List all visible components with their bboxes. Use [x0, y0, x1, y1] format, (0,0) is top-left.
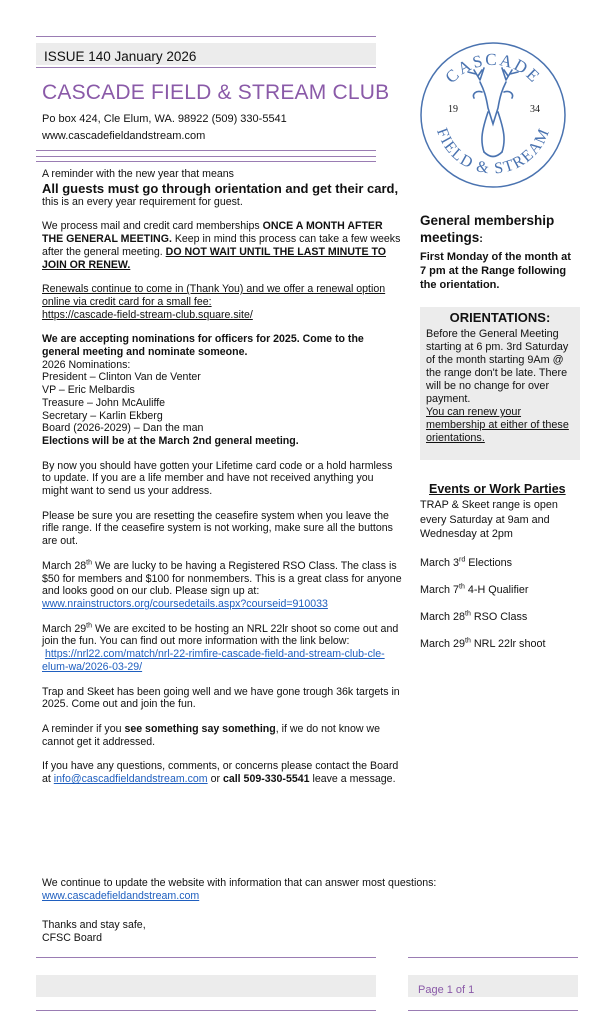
reminder-intro: A reminder with the new year that means — [42, 168, 234, 180]
club-website: www.cascadefieldandstream.com — [42, 130, 206, 142]
signature: CFSC Board — [42, 932, 103, 944]
orientations-renew: You can renew your membership at either of these orientations. — [426, 406, 569, 444]
website-note: We continue to update the website with information that can answer most questions: www.cascadefieldandstream.com — [42, 877, 437, 902]
orientations-panel — [420, 307, 580, 460]
lifetime-paragraph: By now you should have gotten your Lifetime card code or a hold harmless to update. If you are a life member and have not received anything you might want to send us your address. — [42, 459, 393, 498]
footer-rule-right-bottom — [408, 1010, 578, 1011]
guests-note: this is an every year requirement for guest. — [42, 195, 243, 208]
header-rule-1 — [36, 150, 376, 151]
renewals-paragraph: Renewals continue to come in (Thank You) and we offer a renewal option online via credit card for a small fee: https://cascade-field-stream-club.square.site/ — [42, 283, 386, 321]
website-link[interactable]: www.cascadefieldandstream.com — [42, 890, 200, 902]
issue-label: ISSUE 140 January 2026 — [44, 49, 197, 64]
event-item: March 7th 4-H Qualifier — [420, 582, 529, 596]
header-rule-3 — [36, 161, 376, 162]
event-item: March 3rd Elections — [420, 555, 513, 569]
footer-rule-left-bottom — [36, 1010, 376, 1011]
orientations-title: ORIENTATIONS: — [449, 310, 551, 325]
meetings-title: General membership meetings: — [420, 213, 555, 245]
nrl-link[interactable]: https://nrl22.com/match/nrl-22-rimfire-cascade-field-and-stream-club-cle-elum-wa/2026-03-29/ — [42, 648, 385, 673]
events-title: Events or Work Parties — [429, 482, 566, 496]
meetings-section — [420, 212, 580, 292]
nominee: VP – Eric Melbardis — [42, 384, 135, 397]
footer-band-left — [36, 975, 376, 997]
events-intro: TRAP & Skeet range is open every Saturday at 9am and Wednesday at 2pm — [420, 499, 558, 540]
rso-paragraph: March 28th We are lucky to be having a Registered RSO Class. The class is $50 for members and $100 for nonmembers. This is a great class for anyone and looks good on our club. Please sign up at: www.nrainstructors.org/coursedetails.aspx?courseid=910033 — [42, 559, 402, 610]
process-paragraph: We process mail and credit card memberships ONCE A MONTH AFTER THE GENERAL MEETING. Keep in mind this process can take a few weeks after the general meeting. DO NOT WAIT UNTIL THE LAST MINUTE TO JOIN OR RENEW. — [42, 220, 401, 271]
event-item: March 28th RSO Class — [420, 609, 528, 623]
page-number: Page 1 of 1 — [418, 984, 475, 996]
nominee: Treasure – John McAuliffe — [42, 396, 166, 409]
club-logo — [418, 40, 568, 190]
logo-top-text: CASCADE — [441, 49, 545, 87]
events-section — [420, 482, 580, 650]
event-item: March 29th NRL 22lr shoot — [420, 636, 546, 650]
trap-paragraph: Trap and Skeet has been going well and we have gone trough 36k targets in 2025. Come out and join the fun. — [42, 685, 400, 711]
header-rule-2 — [36, 156, 376, 157]
ceasefire-paragraph: Please be sure you are resetting the ceasefire system when you leave the rifle range. If the ceasefire system is not working, make sure all the buttons are out. — [42, 509, 393, 548]
events-list — [420, 557, 580, 650]
nrl-paragraph: March 29th We are excited to be hosting an NRL 22lr shoot so come out and join the fun. You can find out more information with the link below: https://nrl22.com/match/nrl-22-rimfire-cascade-field-and-stream-club-cle-elum-wa/2026-03-29/ — [42, 622, 399, 673]
club-address: Po box 424, Cle Elum, WA. 98922 (509) 330-5541 — [42, 113, 287, 125]
guests-requirement: All guests must go through orientation and get their card, — [42, 180, 399, 196]
nominee: President – Clinton Van de Venter — [42, 371, 201, 384]
header-rule-top — [36, 36, 376, 37]
rso-link[interactable]: www.nrainstructors.org/coursedetails.aspx?courseid=910033 — [42, 597, 328, 610]
nominee: Secretary – Karlin Ekberg — [42, 409, 163, 422]
nominee: Board (2026-2029) – Dan the man — [42, 422, 204, 435]
header-rule-under-issue — [36, 67, 376, 68]
newsletter-body — [42, 168, 402, 798]
footer-rule-right-top — [408, 957, 578, 958]
club-name: CASCADE FIELD & STREAM CLUB — [42, 81, 390, 104]
deer-head-icon — [468, 68, 518, 157]
renewal-link[interactable]: https://cascade-field-stream-club.square.site/ — [42, 308, 253, 321]
orientations-text: Before the General Meeting starting at 6 pm. 3rd Saturday of the month starting 9Am @ the range don't be late. There will be no change for over payment. You can renew your membership at either of these orientations. — [426, 328, 569, 444]
address-block — [42, 111, 287, 145]
footer-rule-left-top — [36, 957, 376, 958]
logo-year-left: 19 — [448, 104, 458, 115]
contact-paragraph: If you have any questions, comments, or concerns please contact the Board at info@cascadfieldandstream.com or call 509-330-5541 leave a message. — [42, 760, 399, 786]
contact-email-link[interactable]: info@cascadfieldandstream.com — [53, 773, 208, 786]
meetings-text: First Monday of the month at 7 pm at the Range following the orientation. — [420, 251, 571, 291]
see-something-paragraph: A reminder if you see something say something, if we do not know we cannot get it addressed. — [42, 722, 380, 748]
logo-year-right: 34 — [530, 104, 540, 115]
closing: Thanks and stay safe, CFSC Board — [42, 919, 146, 944]
nominations-paragraph: We are accepting nominations for officers for 2025. Come to the general meeting and nominate someone. 2026 Nominations: President – Clinton Van de Venter VP – Eric Melbardis Treasure – John McAuliffe Secretary – Karlin Ekberg Board (2026-2029) – Dan the man Elections will be at the March 2nd general meeting. — [42, 333, 364, 447]
logo-bottom-text: FIELD & STREAM — [432, 125, 554, 178]
